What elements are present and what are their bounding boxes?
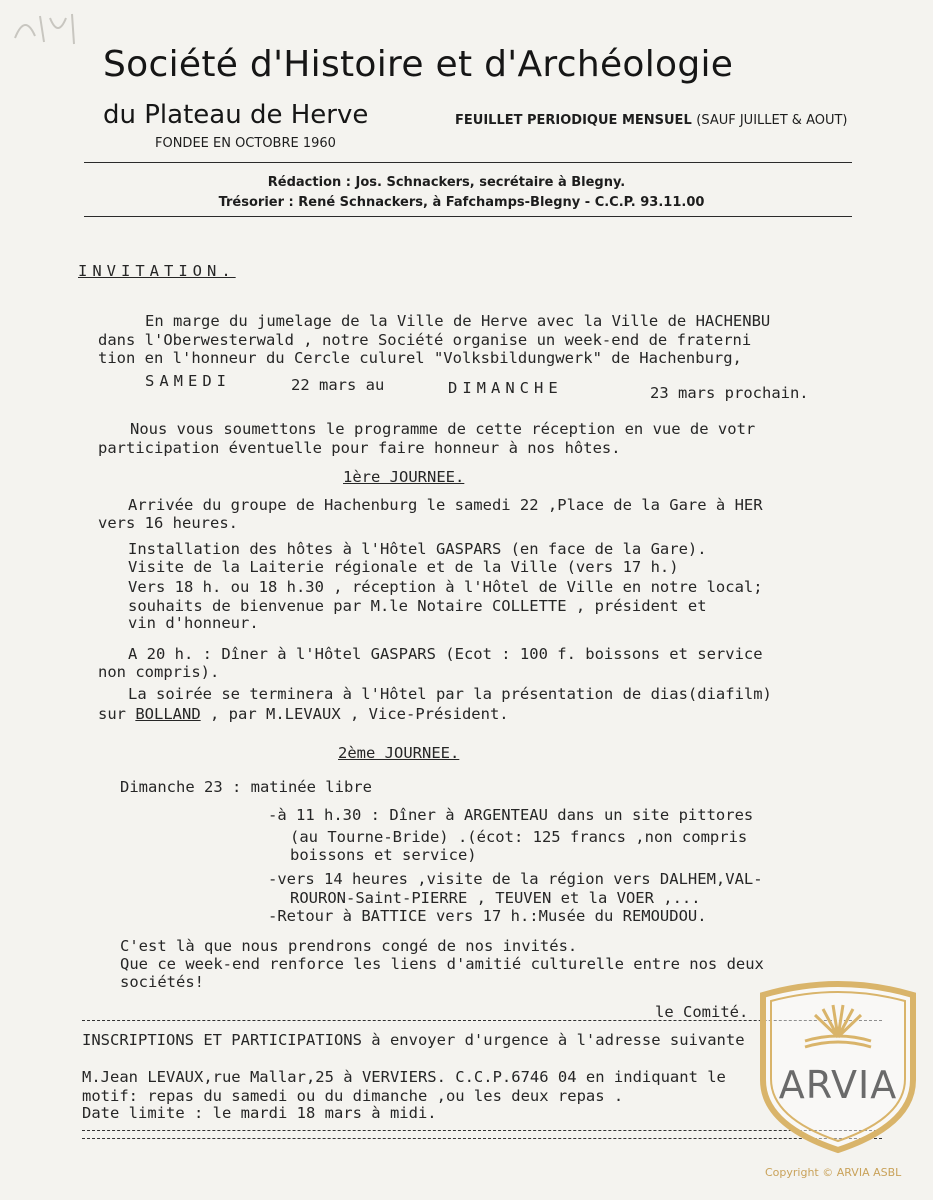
day1-line: Arrivée du groupe de Hachenburg le samedi 22 ,Place de la Gare à HER [128, 496, 763, 514]
day2-line: (au Tourne-Bride) .(écot: 125 francs ,non compris [290, 828, 748, 846]
periodical-exception: (SAUF JUILLET & AOUT) [696, 113, 848, 128]
program-line: Nous vous soumettons le programme de cette réception en vue de votr [130, 420, 756, 438]
intro-line: dans l'Oberwesterwald , notre Société organise un week-end de fraterni [98, 331, 752, 349]
pencil-mark [10, 8, 120, 48]
intro-line: En marge du jumelage de la Ville de Herve avec la Ville de HACHENBU [145, 312, 771, 330]
day2-line: boissons et service) [290, 846, 477, 864]
closing-line: sociétés! [120, 973, 204, 991]
closing-line: Que ce week-end renforce les liens d'amitié culturelle entre nos deux [120, 955, 764, 973]
redaction-line: Rédaction : Jos. Schnackers, secrétaire à Blegny. [267, 175, 626, 190]
day1-heading: 1ère JOURNEE. [343, 468, 465, 486]
dinner-line: La soirée se terminera à l'Hôtel par la présentation de dias(diafilm) [128, 685, 772, 703]
copyright-notice: Copyright © ARVIA ASBL [765, 1166, 902, 1179]
day2-line: -Retour à BATTICE vers 17 h.:Musée du REMOUDOU. [268, 907, 707, 925]
day1-line: Visite de la Laiterie régionale et de la Ville (vers 17 h.) [128, 558, 679, 576]
day1-line: Installation des hôtes à l'Hôtel GASPARS (en face de la Gare). [128, 540, 707, 558]
founded-note: FONDEE EN OCTOBRE 1960 [155, 136, 336, 151]
date-saturday-text: 22 mars au [291, 376, 385, 394]
day2-heading: 2ème JOURNEE. [338, 744, 460, 762]
society-region: du Plateau de Herve [103, 100, 369, 130]
day1-line: Vers 18 h. ou 18 h.30 , réception à l'Hôtel de Ville en notre local; [128, 578, 763, 596]
header-rule-bottom [84, 216, 852, 217]
evening-suffix: , par M.LEVAUX , Vice-Président. [210, 705, 509, 723]
periodical-notice [455, 113, 848, 128]
inscriptions-line: Date limite : le mardi 18 mars à midi. [82, 1104, 437, 1122]
inscriptions-line: motif: repas du samedi ou du dimanche ,ou les deux repas . [82, 1087, 624, 1105]
evening-line [98, 705, 509, 723]
dinner-line: A 20 h. : Dîner à l'Hôtel GASPARS (Ecot : 100 f. boissons et service [128, 645, 763, 663]
program-line: participation éventuelle pour faire honneur à nos hôtes. [98, 439, 621, 457]
invitation-heading: INVITATION. [78, 262, 236, 280]
society-title: Société d'Histoire et d'Archéologie [103, 44, 734, 85]
day2-line: -à 11 h.30 : Dîner à ARGENTEAU dans un site pittores [268, 806, 754, 824]
bolland-underlined: BOLLAND [135, 705, 201, 723]
closing-line: C'est là que nous prendrons congé de nos invités. [120, 937, 578, 955]
logo-text: ARVIA [778, 1063, 898, 1107]
day1-line: souhaits de bienvenue par M.le Notaire COLLETTE , président et [128, 597, 707, 615]
inscriptions-line: M.Jean LEVAUX,rue Mallar,25 à VERVIERS. C.C.P.6746 04 en indiquant le [82, 1068, 726, 1086]
day2-line: ROURON-Saint-PIERRE , TEUVEN et la VOER ,... [290, 889, 701, 907]
date-sunday-text: 23 mars prochain. [650, 384, 809, 402]
day2-line: Dimanche 23 : matinée libre [120, 778, 372, 796]
date-saturday: SAMEDI [145, 372, 231, 390]
date-sunday: DIMANCHE [448, 379, 563, 397]
periodical-label: FEUILLET PERIODIQUE MENSUEL [455, 113, 692, 128]
day2-line: -vers 14 heures ,visite de la région vers DALHEM,VAL- [268, 870, 763, 888]
dinner-line: non compris). [98, 663, 220, 681]
day1-line: vers 16 heures. [98, 514, 238, 532]
intro-line: tion en l'honneur du Cercle culurel "Volksbildungwerk" de Hachenburg, [98, 349, 742, 367]
signature: le Comité. [655, 1003, 749, 1021]
day1-line: vin d'honneur. [128, 614, 259, 632]
tresorier-line: Trésorier : René Schnackers, à Fafchamps-Blegny - C.C.P. 93.11.00 [218, 195, 705, 210]
header-rule-top [84, 162, 852, 163]
evening-prefix: sur [98, 705, 126, 723]
inscriptions-line: INSCRIPTIONS ET PARTICIPATIONS à envoyer d'urgence à l'adresse suivante [82, 1031, 745, 1049]
